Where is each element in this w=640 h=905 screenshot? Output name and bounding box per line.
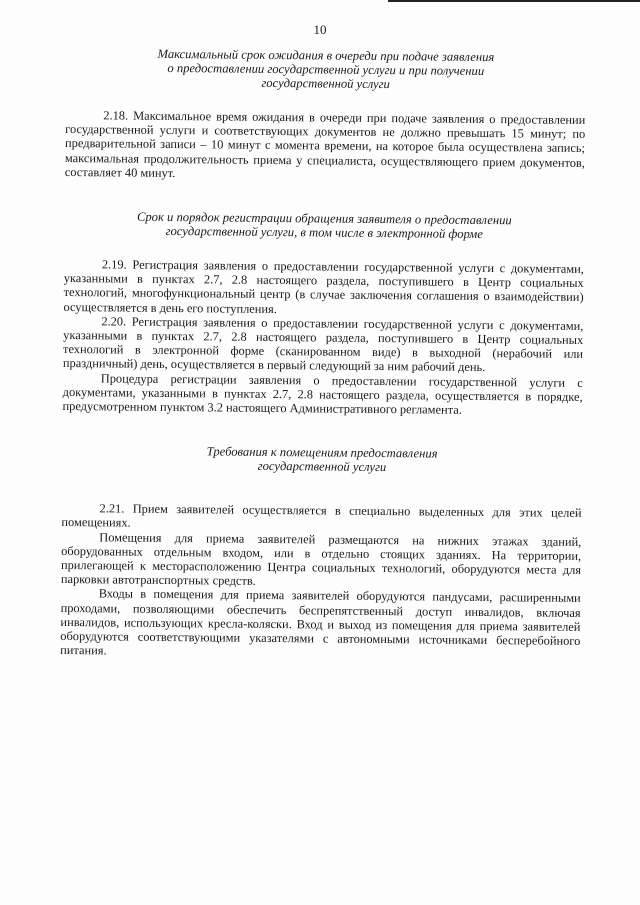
heading-line: государственной услуги <box>257 459 387 475</box>
paragraph-accessibility: Входы в помещения для приема заявителей оборудуются пандусами, расширенными проходами, позволяющими обеспечить беспрепятственный доступ инвалидов, включая инвалидов, использующих кресла-коляски. Вход и выход из помещения для приема заявителей оборудуются соответствующими указателями с автономными источниками бесперебойного питания. <box>60 586 581 658</box>
heading-line: государственной услуги, в том числе в электронной форме <box>165 223 483 242</box>
paragraph-registration-procedure: Процедура регистрации заявления о предоставлении государственной услуги с документами, указанными в пунктах 2.7, 2.8 настоящего раздела, осуществляется в порядке, предусмотренном пунктом 3.2 настоящего Административного регламента. <box>62 370 583 417</box>
section-heading-waiting-time <box>66 46 586 93</box>
paragraph-premises-location: Помещения для приема заявителей размещаются на нижних этажах зданий, оборудованных отдельным входом, или в отдельно стоящих зданиях. На территории, прилегающей к месторасположению Центра социальных технологий, оборудуются места для парковки автотранспортных средств. <box>60 529 582 589</box>
heading-line: Требования к помещениям предоставления <box>206 444 438 461</box>
page-number: 10 <box>313 22 327 37</box>
heading-line: государственной услуги <box>261 75 390 92</box>
paragraph-2-18: 2.18. Максимальное время ожидания в очереди при подаче заявления о предоставлении государственной услуги и соответствующих документов не должно превышать 15 минут; по предварительной записи – 10 минут с момента времени, на которое была осуществлена запись; максимальная продолжительность приема у специалиста, осуществляющего прием документов, составляет 40 минут. <box>64 108 586 180</box>
paragraph-2-19: 2.19. Регистрация заявления о предоставлении государственной услуги с документами, указанными в пунктах 2.7, 2.8 настоящего раздела, поступившего в Центр социальных технологий, многофункциональный центр (в случае заключения соглашения о взаимодействии) осуществляется в день его поступления. <box>63 257 584 316</box>
paragraph-2-20: 2.20. Регистрация заявления о предоставлении государственной услуги с документами, указанными в пунктах 2.7, 2.8 настоящего раздела, поступившего в Центр социальных технологий в электронной форме (сканированном виде) в выходной (нерабочий или праздничный) день, осуществляется в первый следующий за ним рабочий день. <box>62 314 584 375</box>
scan-edge-line <box>388 0 640 2</box>
document-body <box>60 46 586 662</box>
heading-line: о предоставлении государственной услуги и при получении <box>167 60 485 79</box>
heading-line: Максимальный срок ожидания в очереди при подаче заявления <box>157 46 495 65</box>
heading-line: Срок и порядок регистрации обращения заявителя о предоставлении <box>136 209 512 228</box>
paragraph-2-21: 2.21. Прием заявителей осуществляется в специально выделенных для этих целей помещениях. <box>61 501 582 531</box>
